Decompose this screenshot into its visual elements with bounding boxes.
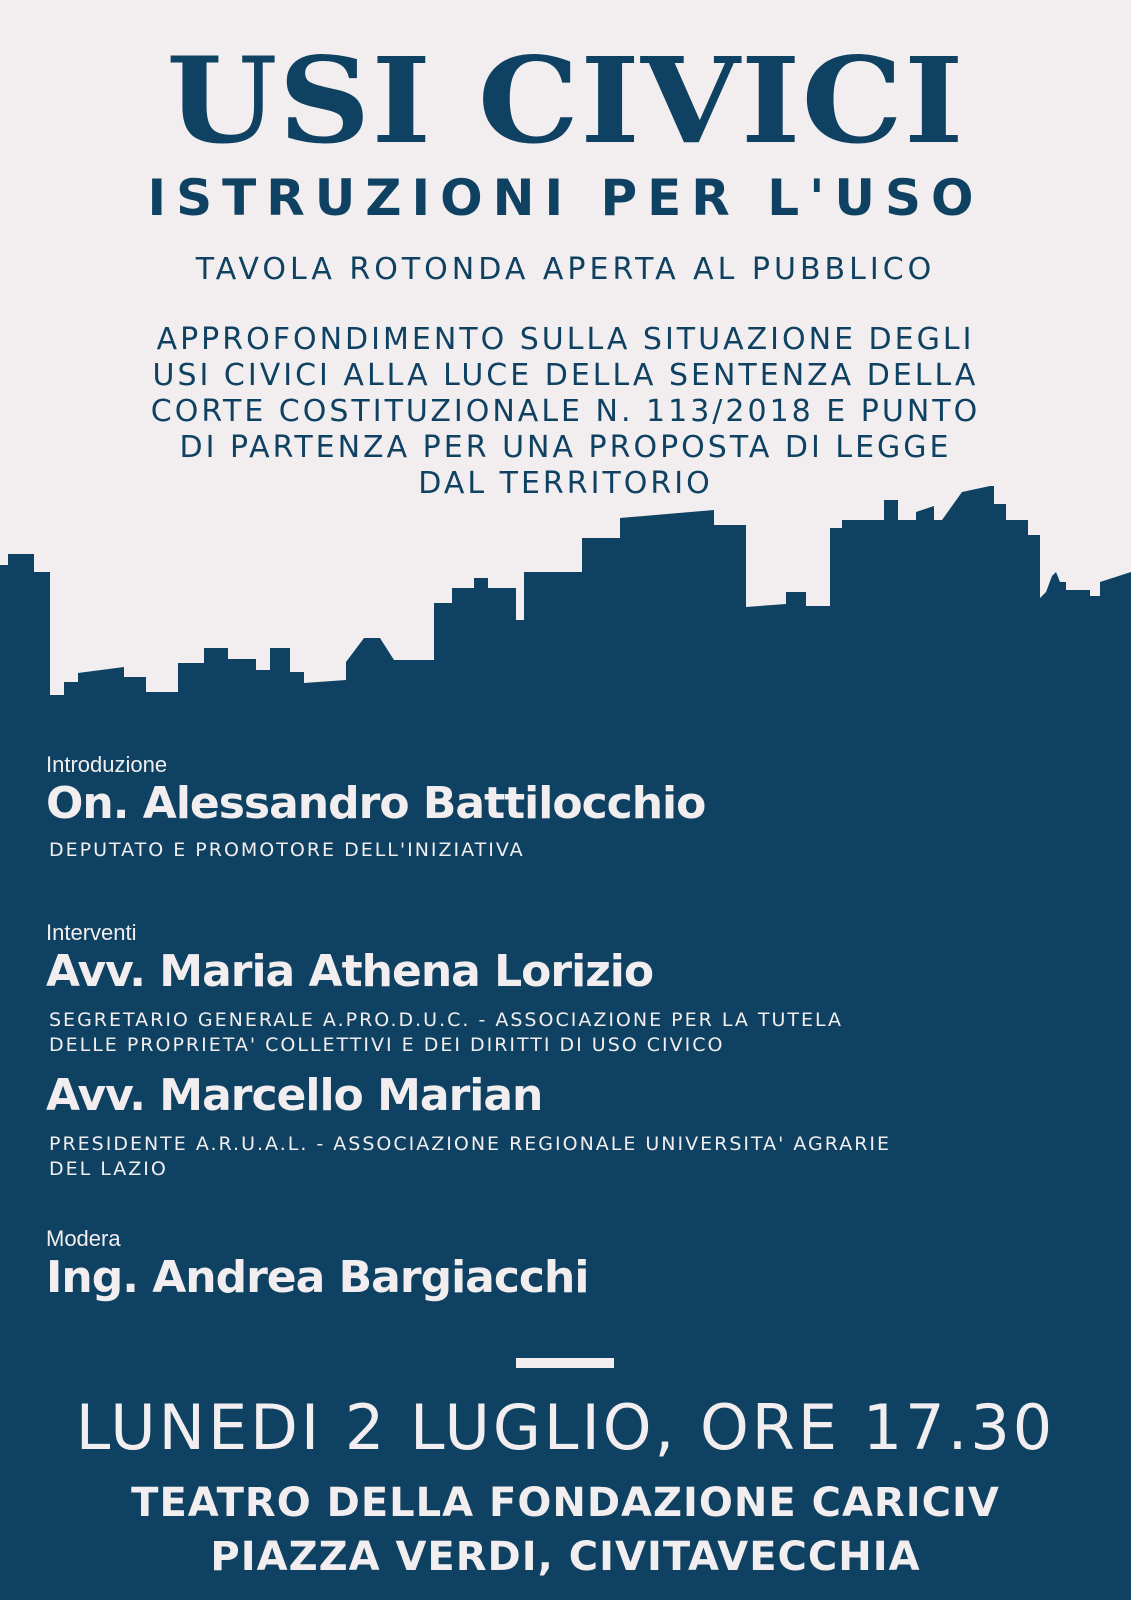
moderator-section: [46, 1226, 588, 1304]
venue-address: PIAZZA VERDI, CIVITAVECCHIA: [210, 1534, 921, 1580]
venue-name: TEATRO DELLA FONDAZIONE CARICIV: [131, 1480, 1000, 1526]
speaker-role: [49, 1008, 891, 1058]
speaker-name: Avv. Marcello Marian: [46, 1070, 543, 1121]
description-line: USI CIVICI ALLA LUCE DELLA SENTENZA DELLA: [152, 358, 979, 393]
description-line: APPROFONDIMENTO SULLA SITUAZIONE DEGLI: [156, 322, 975, 357]
description-line: CORTE COSTITUZIONALE N. 113/2018 E PUNTO: [150, 394, 981, 429]
description-line: DI PARTENZA PER UNA PROPOSTA DI LEGGE: [179, 430, 952, 465]
introduction-section: [46, 752, 705, 863]
city-skyline-icon: [0, 480, 1131, 740]
speaker-role-line: PRESIDENTE A.R.U.A.L. - ASSOCIAZIONE REGIONALE UNIVERSITA' AGRARIE: [49, 1133, 892, 1155]
divider: [516, 1358, 614, 1368]
section-label-interventi: Interventi: [46, 920, 137, 945]
description-line: DAL TERRITORIO: [418, 466, 713, 501]
event-date-time: LUNEDI 2 LUGLIO, ORE 17.30: [75, 1391, 1056, 1464]
speaker-role-line: SEGRETARIO GENERALE A.PRO.D.U.C. - ASSOCIAZIONE PER LA TUTELA: [49, 1009, 844, 1031]
speaker-name: On. Alessandro Battilocchio: [46, 778, 706, 829]
speaker-name: Avv. Maria Athena Lorizio: [46, 946, 654, 997]
section-label-modera: Modera: [46, 1226, 121, 1251]
event-type: TAVOLA ROTONDA APERTA AL PUBBLICO: [195, 252, 936, 287]
section-label-introduzione: Introduzione: [46, 752, 168, 777]
moderator-name: Ing. Andrea Bargiacchi: [46, 1252, 589, 1303]
speaker-role: [49, 1132, 891, 1182]
speaker-role: [49, 838, 705, 863]
speaker-role-line: DELLE PROPRIETA' COLLETTIVI E DEI DIRITTI DI USO CIVICO: [49, 1034, 725, 1056]
subtitle: ISTRUZIONI PER L'USO: [147, 169, 984, 227]
speaker-role-line: DEL LAZIO: [49, 1158, 168, 1180]
main-title: USI CIVICI: [166, 31, 965, 170]
event-description: [0, 322, 1131, 502]
interventi-section: [46, 920, 891, 1182]
speaker-role-line: DEPUTATO E PROMOTORE DELL'INIZIATIVA: [49, 839, 525, 861]
